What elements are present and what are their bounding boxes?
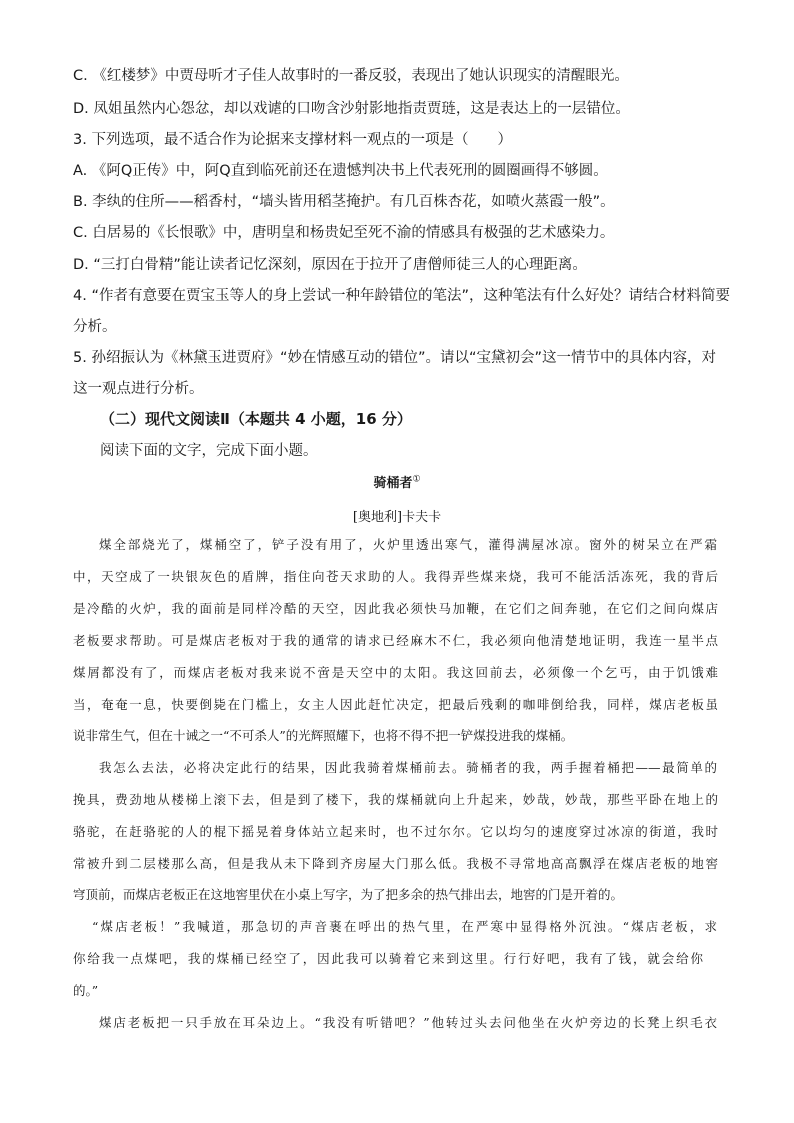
q3-option-d: D. “三打白骨精”能让读者记忆深刻，原因在于拉开了唐僧师徒三人的心理距离。 (73, 257, 587, 273)
story-p1-line: 煤屑都没有了，而煤店老板对我来说不啻是天空中的太阳。我这回前去，必须像一个乞丐，由于饥饿难 (73, 665, 718, 680)
reading-instruction: 阅读下面的文字，完成下面小题。 (100, 443, 318, 459)
option-d-line: D. 凤姐虽然内心怨忿，却以戏谑的口吻含沙射影地指责贾琏，这是表达上的一层错位。 (73, 101, 630, 117)
story-p1-line: 煤全部烧光了，煤桶空了，铲子没有用了，火炉里透出寒气，灌得满屋冰凉。窗外的树呆立在严霜 (99, 537, 717, 552)
story-p3-line: 你给我一点煤吧，我的煤桶已经空了，因此我可以骑着它来到这里。行行好吧，我有了钱，就会给你 (73, 951, 703, 966)
story-p3-line: “煤店老板！”我喊道，那急切的声音裹在呼出的热气里，在严寒中显得格外沉浊。“煤店老板，求 (92, 919, 717, 934)
story-p4-line: 煤店老板把一只手放在耳朵边上。“我没有听错吧？”他转过头去问他坐在火炉旁边的长凳上织毛衣 (99, 1015, 717, 1030)
question-4-cont: 分析。 (73, 319, 117, 335)
option-c-line: C. 《红楼梦》中贾母听才子佳人故事时的一番反驳，表现出了她认识现实的清醒眼光。 (73, 68, 629, 84)
story-p1-line: 当，奄奄一息，快要倒毙在门槛上，女主人因此赶忙决定，把最后残剩的咖啡倒给我，同样，煤店老板虽 (73, 697, 718, 712)
story-p2-line: 我怎么去法，必将决定此行的结果，因此我骑着煤桶前去。骑桶者的我，两手握着桶把——最简单的 (99, 760, 717, 775)
story-p1-line: 是冷酷的火炉，我的面前是同样冷酷的天空，因此我必须快马加鞭，在它们之间奔驰，在它们之间向煤店 (73, 601, 718, 616)
story-title (0, 472, 794, 491)
story-title-text: 骑桶者 (373, 476, 413, 491)
story-p2-line: 骆驼，在赶骆驼的人的棍下摇晃着身体站立起来时，也不过尔尔。它以均匀的速度穿过冰凉的街道，我时 (73, 824, 718, 839)
story-p3-line: 的。” (73, 983, 99, 998)
q3-option-a: A. 《阿Q正传》中，阿Q直到临死前还在遗憾判决书上代表死刑的圆圈画得不够圆。 (73, 163, 608, 179)
q3-option-b: B. 李纨的住所——稻香村，“墙头皆用稻茎掩护。有几百株杏花，如喷火蒸霞一般”。 (73, 194, 615, 210)
story-p2-line: 常被升到二层楼那么高，但是我从未下降到齐房屋大门那么低。我极不寻常地高高飘浮在煤店老板的地窖 (73, 856, 718, 871)
question-3: 3. 下列选项，最不适合作为论据来支撑材料一观点的一项是（ ） (73, 132, 512, 148)
story-p1-line: 老板要求帮助。可是煤店老板对于我的通常的请求已经麻木不仁，我必须向他清楚地证明，我连一星半点 (73, 633, 718, 648)
question-5: 5. 孙绍振认为《林黛玉进贾府》“妙在情感互动的错位”。请以“宝黛初会”这一情节中的具体内容，对 (73, 350, 716, 366)
story-p1-line: 说非常生气，但在十诫之一“不可杀人”的光辉照耀下，也将不得不把一铲煤投进我的煤桶。 (73, 728, 574, 743)
section-heading: （二）现代文阅读Ⅱ（本题共 4 小题，16 分） (100, 410, 412, 428)
story-p1-line: 中，天空成了一块银灰色的盾牌，指住向苍天求助的人。我得弄些煤来烧，我可不能活活冻死，我的背后 (73, 569, 718, 584)
story-p2-line: 挽具，费劲地从楼梯上滚下去，但是到了楼下，我的煤桶就向上升起来，妙哉，妙哉，那些平卧在地上的 (73, 792, 718, 807)
story-p2-line: 穹顶前，而煤店老板正在这地窖里伏在小桌上写字，为了把多余的热气排出去，地窖的门是开着的。 (73, 887, 624, 902)
question-4: 4. “作者有意要在贾宝玉等人的身上尝试一种年龄错位的笔法”，这种笔法有什么好处？请结合材料简要 (73, 288, 730, 304)
footnote-mark: ① (412, 474, 421, 485)
story-author: [奥地利]卡夫卡 (352, 510, 442, 525)
q3-option-c: C. 白居易的《长恨歌》中，唐明皇和杨贵妃至死不渝的情感具有极强的艺术感染力。 (73, 225, 615, 241)
question-5-cont: 这一观点进行分析。 (73, 381, 204, 397)
